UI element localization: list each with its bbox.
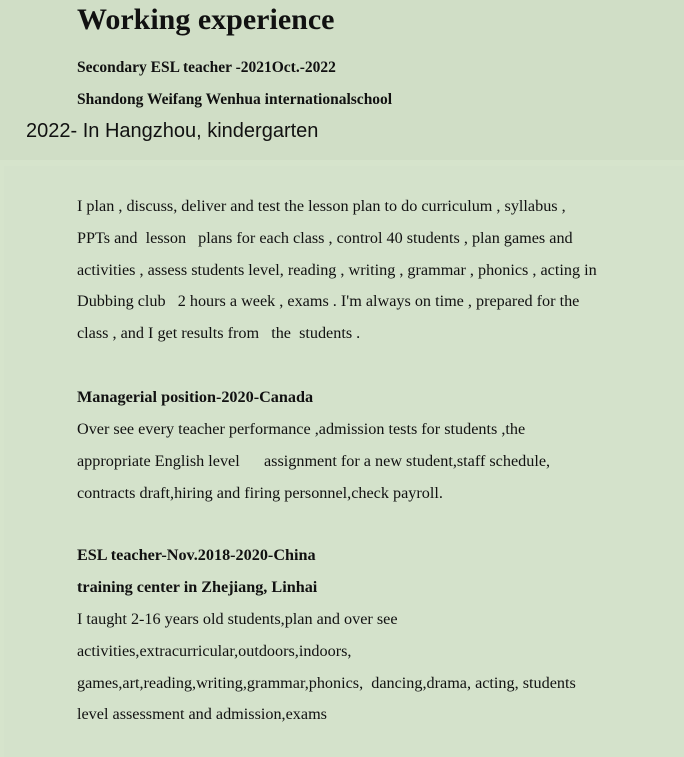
job1-line: PPTs and lesson plans for each class , control 40 students , plan games and (77, 228, 573, 247)
job2-line: contracts draft,hiring and firing personnel,check payroll. (77, 483, 443, 502)
current-position-line: 2022- In Hangzhou, kindergarten (26, 120, 319, 142)
section-title: Working experience (77, 3, 335, 36)
job1-line: Dubbing club 2 hours a week , exams . I'm always on time , prepared for the (77, 292, 580, 311)
job3-subtitle: training center in Zhejiang, Linhai (77, 578, 318, 596)
job3-line: level assessment and admission,exams (77, 705, 327, 724)
job3-line: games,art,reading,writing,grammar,phonics, dancing,drama, acting, students (77, 673, 576, 692)
job1-line: class , and I get results from the students . (77, 324, 361, 343)
job2-line: appropriate English level assignment for a new student,staff schedule, (77, 451, 551, 470)
job1-description (77, 191, 657, 350)
school-line: Shandong Weifang Wenhua internationalschool (77, 91, 393, 108)
job2-description (77, 414, 657, 509)
job3-line: I taught 2-16 years old students,plan and over see (77, 610, 398, 628)
job3-description (77, 604, 657, 731)
job2-title: Managerial position-2020-Canada (77, 388, 314, 406)
job2-line: Over see every teacher performance ,admission tests for students ,the (77, 420, 526, 438)
job3-line: activities,extracurricular,outdoors,indoors, (77, 641, 352, 660)
job1-line: I plan , discuss, deliver and test the lesson plan to do curriculum , syllabus , (77, 197, 566, 215)
job3-title: ESL teacher-Nov.2018-2020-China (77, 546, 316, 564)
role-line: Secondary ESL teacher -2021Oct.-2022 (77, 59, 336, 76)
job1-line: activities , assess students level, reading , writing , grammar , phonics , acting in (77, 260, 597, 279)
